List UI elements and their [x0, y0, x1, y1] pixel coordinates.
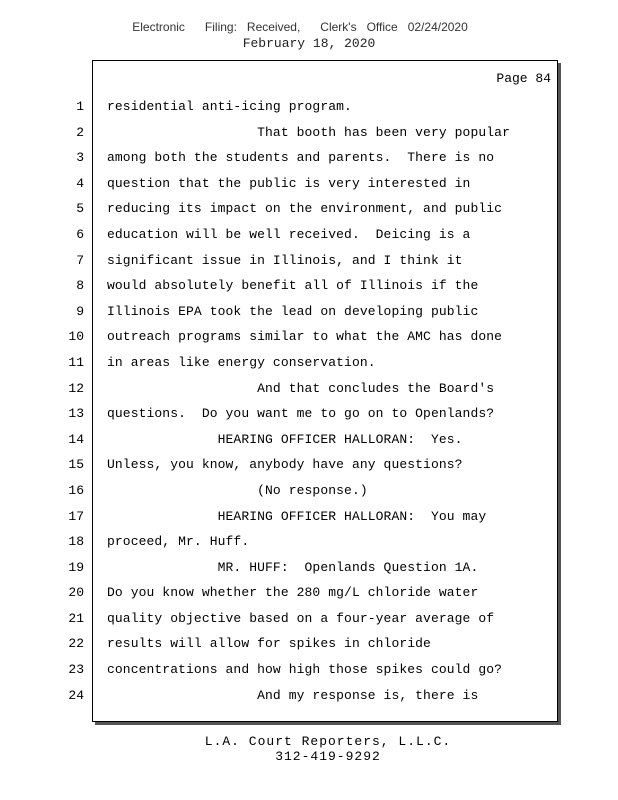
line-text: (No response.) [107, 482, 368, 498]
line-number: 18 [68, 534, 84, 550]
line-number: 8 [76, 278, 84, 294]
line-text: And my response is, there is [107, 687, 479, 703]
line-text: That booth has been very popular [107, 124, 510, 140]
line-number: 5 [76, 201, 84, 217]
line-text: MR. HUFF: Openlands Question 1A. [107, 559, 479, 575]
line-text: And that concludes the Board's [107, 380, 495, 396]
line-text: proceed, Mr. Huff. [107, 534, 250, 550]
line-number: 1 [76, 99, 84, 114]
electronic-filing-stamp: Electronic Filing: Received, Clerk's Office 02/24/2020 [132, 20, 468, 34]
line-text: reducing its impact on the environment, and public [107, 201, 503, 217]
line-text: Do you know whether the 280 mg/L chloride water [107, 585, 479, 601]
transcript-line [0, 482, 618, 512]
line-number: 6 [76, 226, 84, 242]
line-number: 4 [76, 175, 84, 191]
transcript-lines [0, 99, 618, 716]
line-number: 12 [68, 380, 84, 396]
line-text: concentrations and how high those spikes could go? [107, 662, 503, 678]
line-text: quality objective based on a four-year average of [107, 610, 495, 626]
line-text: questions. Do you want me to go on to Openlands? [107, 406, 495, 422]
line-text: education will be well received. Deicing is a [107, 226, 471, 242]
line-number: 9 [76, 303, 84, 319]
transcript-line [0, 508, 618, 538]
line-number: 2 [76, 124, 84, 140]
line-text: question that the public is very interested in [107, 175, 471, 191]
line-number: 14 [68, 431, 84, 447]
footer-phone: 312-419-9292 [275, 749, 381, 764]
line-text: significant issue in Illinois, and I think it [107, 252, 463, 268]
transcript-date: February 18, 2020 [242, 36, 376, 51]
line-number: 10 [68, 329, 84, 345]
transcript-line [0, 226, 618, 256]
line-number: 11 [68, 354, 84, 370]
line-number: 22 [68, 636, 84, 652]
line-number: 23 [68, 662, 84, 678]
line-number: 21 [68, 610, 84, 626]
line-text: Illinois EPA took the lead on developing public [107, 303, 479, 319]
page-number: Page 84 [496, 71, 551, 86]
line-number: 17 [68, 508, 84, 524]
line-number: 20 [68, 585, 84, 601]
transcript-line [0, 150, 618, 179]
line-number: 13 [68, 406, 84, 422]
line-number: 19 [68, 559, 84, 575]
line-text: Unless, you know, anybody have any questions? [107, 457, 463, 473]
line-number: 15 [68, 457, 84, 473]
line-number: 7 [76, 252, 84, 268]
transcript-line [0, 278, 618, 307]
line-number: 16 [68, 482, 84, 498]
transcript-line [0, 406, 618, 435]
footer-company: L.A. Court Reporters, L.L.C. [204, 734, 452, 749]
line-text: would absolutely benefit all of Illinois if the [107, 278, 479, 294]
transcript-line [0, 687, 618, 717]
transcript-line [0, 354, 618, 384]
line-text: HEARING OFFICER HALLORAN: You may [107, 508, 487, 524]
line-text: in areas like energy conservation. [107, 354, 376, 370]
transcript-line [0, 534, 618, 563]
line-text: residential anti-icing program. [107, 99, 352, 114]
transcript-line [0, 662, 618, 691]
line-text: among both the students and parents. There is no [107, 150, 495, 166]
line-number: 3 [76, 150, 84, 166]
line-text: results will allow for spikes in chloride [107, 636, 431, 652]
transcript-line [0, 99, 618, 128]
line-text: outreach programs similar to what the AMC has done [107, 329, 503, 345]
line-text: HEARING OFFICER HALLORAN: Yes. [107, 431, 463, 447]
line-number: 24 [68, 687, 84, 703]
